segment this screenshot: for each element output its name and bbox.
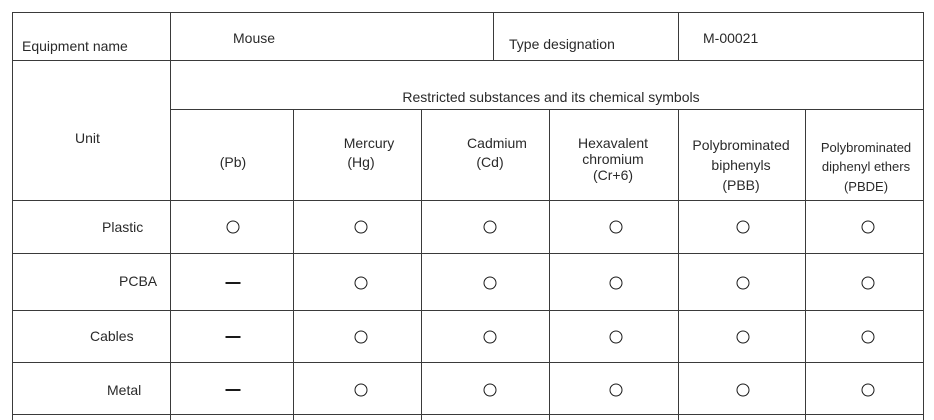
column-header-hexavalent: Hexavalent	[577, 135, 649, 151]
column-header-pbb-symbol: (PBB)	[722, 177, 760, 193]
column-header-chromium: chromium	[582, 151, 644, 167]
circle-mark-icon	[484, 277, 497, 290]
type-designation-label: Type designation	[509, 36, 615, 52]
unit-column-divider	[170, 12, 171, 420]
circle-mark-icon	[737, 384, 750, 397]
unit-header: Unit	[75, 130, 100, 146]
circle-mark-icon	[484, 384, 497, 397]
equipment-name-value: Mouse	[233, 30, 276, 46]
type-designation-value: M-00021	[703, 30, 759, 46]
circle-mark-icon	[227, 221, 240, 234]
circle-mark-icon	[355, 221, 368, 234]
equipment-name-label: Equipment name	[22, 38, 128, 54]
column-header-cadmium-symbol: (Cd)	[476, 154, 504, 170]
dash-mark-icon	[226, 389, 241, 391]
header-column-divider	[678, 12, 679, 60]
table-border-top	[12, 12, 924, 13]
row-label-pcba: PCBA	[119, 273, 158, 289]
dash-mark-icon	[226, 282, 241, 284]
circle-mark-icon	[610, 277, 623, 290]
row-label-cables: Cables	[90, 328, 134, 344]
circle-mark-icon	[484, 221, 497, 234]
header-column-divider	[493, 12, 494, 60]
circle-mark-icon	[737, 221, 750, 234]
row-divider	[12, 310, 924, 311]
column-divider	[549, 109, 550, 420]
column-header-pbde-symbol: (PBDE)	[843, 179, 889, 194]
row-label-metal: Metal	[107, 382, 142, 398]
column-header-pb: (Pb)	[219, 154, 247, 170]
circle-mark-icon	[355, 277, 368, 290]
circle-mark-icon	[610, 221, 623, 234]
column-header-cadmium: Cadmium	[467, 135, 527, 151]
column-header-mercury: Mercury	[343, 135, 395, 151]
circle-mark-icon	[355, 331, 368, 344]
row-label-plastic: Plastic	[102, 219, 144, 235]
column-divider	[293, 109, 294, 420]
substances-divider	[170, 109, 924, 110]
column-header-polybrominated: Polybrominated	[820, 140, 912, 155]
circle-mark-icon	[737, 331, 750, 344]
row-divider	[12, 362, 924, 363]
column-header-mercury-symbol: (Hg)	[347, 154, 375, 170]
circle-mark-icon	[862, 331, 875, 344]
circle-mark-icon	[610, 331, 623, 344]
row-divider	[12, 414, 924, 415]
table-border-right	[923, 12, 924, 420]
column-header-diphenyl-ethers: diphenyl ethers	[821, 159, 911, 174]
circle-mark-icon	[610, 384, 623, 397]
circle-mark-icon	[862, 221, 875, 234]
column-divider	[805, 109, 806, 420]
substances-header: Restricted substances and its chemical symbols	[402, 89, 700, 105]
column-header-biphenyls: biphenyls	[711, 157, 771, 173]
circle-mark-icon	[862, 384, 875, 397]
row-divider	[12, 253, 924, 254]
circle-mark-icon	[484, 331, 497, 344]
circle-mark-icon	[355, 384, 368, 397]
column-divider	[678, 109, 679, 420]
column-divider	[421, 109, 422, 420]
column-header-chromium-symbol: (Cr+6)	[592, 167, 634, 183]
circle-mark-icon	[862, 277, 875, 290]
header-divider	[12, 60, 924, 61]
table-border-left	[12, 12, 13, 420]
circle-mark-icon	[737, 277, 750, 290]
row-divider	[12, 200, 924, 201]
dash-mark-icon	[226, 336, 241, 338]
column-header-polybrominated: Polybrominated	[692, 137, 790, 153]
